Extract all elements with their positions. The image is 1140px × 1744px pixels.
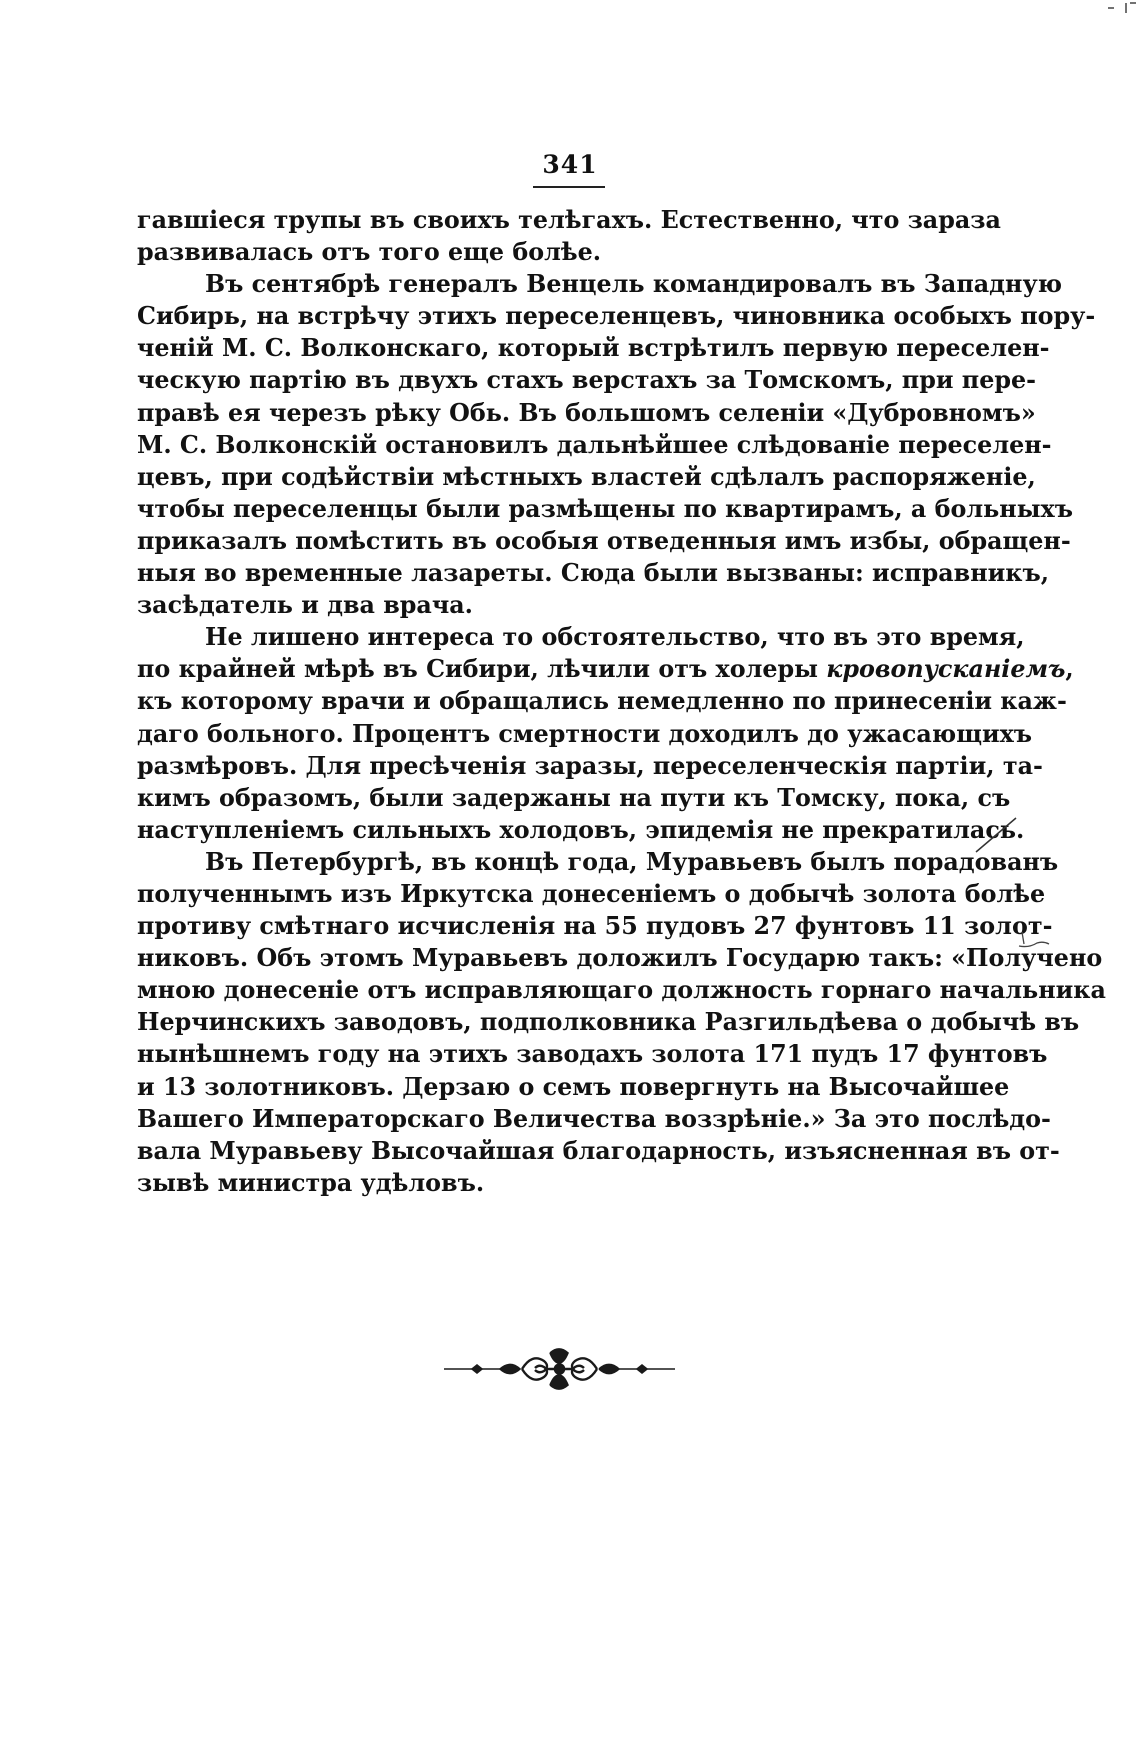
text-line: ченій М. С. Волконскаго, который встрѣтилъ первую переселен- [137, 334, 1050, 363]
text-line: размѣровъ. Для пресѣченія заразы, переселенческія партіи, та- [137, 751, 1043, 780]
text-line: нынѣшнемъ году на этихъ заводахъ золота 171 пудъ 17 фунтовъ [137, 1040, 1048, 1069]
text-line: зывѣ министра удѣловъ. [137, 1168, 485, 1197]
text-line: Нерчинскихъ заводовъ, подполковника Разгильдѣева о добычѣ въ [137, 1008, 1080, 1037]
text-line: Въ Петербургѣ, въ концѣ года, Муравьевъ былъ порадованъ [205, 847, 1059, 876]
text-line: Вашего Императорскаго Величества воззрѣніе.» За это послѣдо- [137, 1104, 1051, 1133]
text-line: правѣ ея черезъ рѣку Обь. Въ большомъ селеніи «Дубровномъ» [137, 398, 1036, 427]
text-line: и 13 золотниковъ. Дерзаю о семъ повергнуть на Высочайшее [137, 1072, 1010, 1101]
text-line: ныя во временные лазареты. Сюда были вызваны: исправникъ, [137, 559, 1049, 588]
text-line: развивалась отъ того еще болѣе. [137, 238, 602, 267]
body-text [137, 204, 1106, 1199]
text-line: ческую партію въ двухъ стахъ верстахъ за Томскомъ, при пере- [137, 366, 1036, 395]
text-line: Сибирь, на встрѣчу этихъ переселенцевъ, чиновника особыхъ пору- [137, 302, 1096, 331]
text-line: приказалъ помѣстить въ особыя отведенныя имъ избы, обращен- [137, 526, 1071, 555]
text-line: наступленіемъ сильныхъ холодовъ, эпидемія не прекратилась. [137, 815, 1025, 844]
text-line: М. С. Волконскій остановилъ дальнѣйшее слѣдованіе переселен- [137, 430, 1052, 459]
tailpiece-ornament [442, 1345, 677, 1393]
text-line: чтобы переселенцы были размѣщены по квартирамъ, а больныхъ [137, 494, 1074, 523]
text-line: Въ сентябрѣ генералъ Венцель командировалъ въ Западную [205, 270, 1063, 299]
text-line: противу смѣтнаго исчисленія на 55 пудовъ 27 фунтовъ 11 золот- [137, 912, 1053, 941]
text-line: вала Муравьеву Высочайшая благодарность, изъясненная въ от- [137, 1136, 1060, 1165]
corner-mark [1104, 0, 1138, 16]
text-line: цевъ, при содѣйствіи мѣстныхъ властей сдѣлалъ распоряженіе, [137, 462, 1036, 491]
page-number-rule [533, 186, 605, 188]
text-line: Не лишено интереса то обстоятельство, что въ это время, [205, 623, 1025, 652]
margin-pencil-mark [1016, 928, 1056, 958]
italic-term: кровопусканіемъ [826, 655, 1066, 684]
text-line: кимъ образомъ, были задержаны на пути къ Томску, пока, съ [137, 783, 1011, 812]
text-line: засѣдатель и два врача. [137, 591, 473, 620]
text-line: полученнымъ изъ Иркутска донесеніемъ о добычѣ золота болѣе [137, 879, 1046, 908]
margin-pencil-mark [972, 815, 1018, 855]
text-line: даго больного. Процентъ смертности доходилъ до ужасающихъ [137, 719, 1033, 748]
text-line: по крайней мѣрѣ въ Сибири, лѣчили отъ холеры кровопусканіемъ, [137, 655, 1074, 684]
text-line: къ которому врачи и обращались немедленно по принесеніи каж- [137, 687, 1067, 716]
page-number: 341 [542, 150, 598, 179]
text-line: никовъ. Объ этомъ Муравьевъ доложилъ Государю такъ: «Получено [137, 944, 1103, 973]
text-line: гавшіеся трупы въ своихъ телѣгахъ. Естественно, что зараза [137, 206, 1001, 234]
text-line: мною донесеніе отъ исправляющаго должность горнаго начальника [137, 976, 1106, 1005]
